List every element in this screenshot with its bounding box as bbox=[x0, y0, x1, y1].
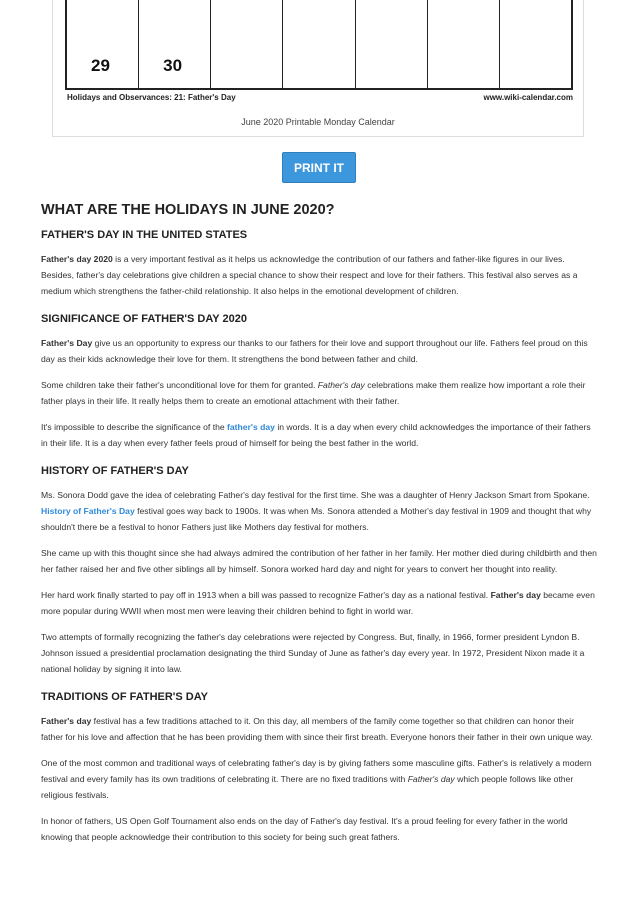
paragraph bbox=[41, 755, 597, 803]
article-content bbox=[41, 202, 597, 855]
text: Some children take their father's unconditional love for them for granted. bbox=[41, 380, 318, 390]
calendar-day: 30 bbox=[163, 56, 183, 75]
paragraph bbox=[41, 713, 597, 745]
paragraph bbox=[41, 419, 597, 451]
calendar-cell bbox=[67, 0, 139, 88]
paragraph bbox=[41, 377, 597, 409]
bold-text: Father's Day bbox=[41, 338, 93, 348]
calendar-site: www.wiki-calendar.com bbox=[483, 93, 573, 102]
history-link[interactable]: History of Father's Day bbox=[41, 506, 135, 516]
section-heading: FATHER'S DAY IN THE UNITED STATES bbox=[41, 229, 248, 241]
calendar-caption: June 2020 Printable Monday Calendar bbox=[241, 117, 395, 127]
paragraph bbox=[41, 335, 597, 367]
paragraph bbox=[41, 251, 597, 299]
text: Ms. Sonora Dodd gave the idea of celebrating Father's day festival for the first time. She was a daughter of Henry Jackson Smart from Spokane. bbox=[41, 490, 590, 500]
bold-text: Father's day bbox=[41, 716, 92, 726]
calendar-grid bbox=[65, 0, 573, 90]
paragraph bbox=[41, 487, 597, 535]
section-heading: HISTORY OF FATHER'S DAY bbox=[41, 465, 189, 477]
text: It's impossible to describe the significance of the bbox=[41, 422, 228, 432]
calendar-day: 29 bbox=[91, 56, 110, 75]
text: is a very important festival as it helps us acknowledge the contribution of our fathers and father-like figures in our lives. Besides, father's day celebrations give children a special chance to show their respect and love for their fathers. This festival also serves as a medium which strengthens the father-child relationship. It also helps in the emotional development of children. bbox=[41, 254, 578, 296]
italic-text: Father's day bbox=[407, 774, 455, 784]
section-heading: TRADITIONS OF FATHER'S DAY bbox=[41, 691, 209, 703]
calendar-cell bbox=[500, 0, 571, 88]
paragraph: She came up with this thought since she had always admired the contribution of her father in her family. Her mother died during childbirth and then her father raised her and five other siblings all by himself. Sonora worked hard day and night for years to convert her thought into reality. bbox=[41, 548, 597, 574]
bold-text: Father's day bbox=[490, 590, 541, 600]
text: festival has a few traditions attached to it. On this day, all members of the family come together so that children can honor their father for his love and affection that he has been providing them with since their first breath. Everyone honors their father in their own unique way. bbox=[41, 716, 593, 742]
print-button[interactable]: PRINT IT bbox=[282, 152, 356, 183]
calendar-cell bbox=[211, 0, 283, 88]
text: became even more popular during WWII when most men were leaving their children behind to fight in world war. bbox=[41, 590, 595, 616]
text: in words. It is a day when every child acknowledges the importance of their fathers in their life. It is a day when every father feels proud of himself for being the best father in the world. bbox=[41, 422, 591, 448]
calendar-cell bbox=[428, 0, 500, 88]
italic-text: Father's day bbox=[317, 380, 365, 390]
text: which people follows like other religious festivals. bbox=[41, 774, 574, 800]
bold-text: Father's day 2020 bbox=[41, 254, 113, 264]
text: festival goes way back to 1900s. It was when Ms. Sonora attended a Mother's day festival in 1909 and thought that why shouldn't there be a festival to honor Fathers just like Mothers day festival for mothers. bbox=[41, 506, 592, 532]
calendar-cell bbox=[356, 0, 428, 88]
calendar-holidays: Holidays and Observances: 21: Father's Day bbox=[67, 93, 236, 102]
calendar-image bbox=[65, 0, 573, 104]
text: give us an opportunity to express our thanks to our fathers for their love and support throughout our life. Fathers feel proud on this day as their kids acknowledge their love for them. It strengthens the bond between father and child. bbox=[41, 338, 588, 364]
fathers-day-link[interactable]: father's day bbox=[227, 422, 275, 432]
calendar-image-frame bbox=[52, 0, 584, 137]
paragraph: Two attempts of formally recognizing the father's day celebrations were rejected by Congress. But, finally, in 1966, former president Lyndon B. Johnson issued a presidential proclamation designating the third Sunday of June as father's day every year. In 1972, President Nixon made it a national holiday by signing it into law. bbox=[41, 632, 585, 674]
page-title: WHAT ARE THE HOLIDAYS IN JUNE 2020? bbox=[41, 202, 335, 218]
calendar-cell bbox=[283, 0, 355, 88]
text: Her hard work finally started to pay off in 1913 when a bill was passed to recognize Father's day as a national festival. bbox=[41, 590, 491, 600]
paragraph: In honor of fathers, US Open Golf Tournament also ends on the day of Father's day festival. It's a proud feeling for every father in the world knowing that people acknowledge their contribution to this society for being such great fathers. bbox=[41, 816, 568, 842]
calendar-cell bbox=[139, 0, 211, 88]
paragraph bbox=[41, 587, 597, 619]
section-heading: SIGNIFICANCE OF FATHER'S DAY 2020 bbox=[41, 313, 247, 325]
text: celebrations make them realize how important a role their father plays in their life. It really helps them to create an emotional attachment with their father. bbox=[41, 380, 586, 406]
text: One of the most common and traditional ways of celebrating father's day is by giving fathers some masculine gifts. Father's is relatively a modern festival and every family has its own traditions of celebrating it. There are no fixed traditions with bbox=[41, 758, 592, 784]
